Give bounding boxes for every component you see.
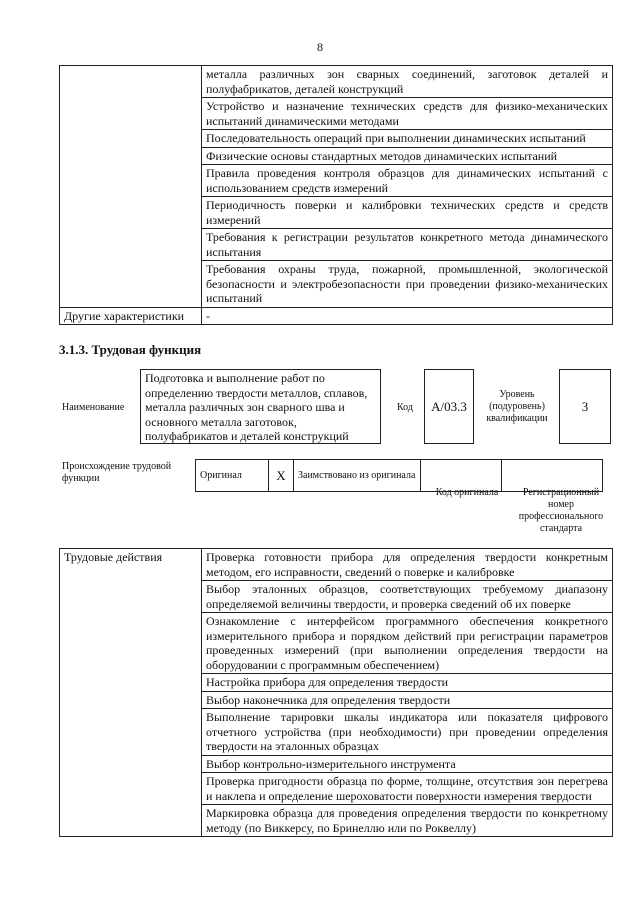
table-cell: Выбор контрольно-измерительного инструмента (202, 755, 613, 773)
knowledge-table (59, 65, 613, 325)
qualification-level-value: 3 (559, 369, 611, 444)
function-code-value: А/03.3 (424, 369, 474, 444)
section-title: 3.1.3. Трудовая функция (59, 342, 202, 357)
empty-label-cell (60, 66, 202, 308)
other-characteristics-label: Другие характеристики (60, 307, 202, 325)
name-label: Наименование (62, 402, 125, 413)
table-cell: Периодичность поверки и калибровки технических средств и средств измерений (202, 197, 613, 229)
table-cell: Проверка готовности прибора для определения твердости конкретным методом, его исправности, сведений о поверке и калибровке (202, 549, 613, 581)
registration-number-caption: Регистрационный номер профессионального стандарта (518, 487, 604, 534)
labor-actions-label: Трудовые действия (60, 549, 202, 837)
table-cell: металла различных зон сварных соединений, заготовок деталей и полуфабрикатов, деталей конструкций (202, 66, 613, 98)
table-cell: Выбор эталонных образцов, соответствующих требуемому диапазону определяемой величины твердости, и проверка сведений об их поверке (202, 581, 613, 613)
table-row (60, 549, 613, 581)
other-characteristics-value: - (202, 307, 613, 325)
table-cell: Настройка прибора для определения твердости (202, 674, 613, 692)
table-cell: Проверка пригодности образца по форме, толщине, отсутствия зон перегрева и наклепа и определение шероховатости поверхности измерения твердости (202, 773, 613, 805)
table-cell: Требования охраны труда, пожарной, промышленной, экологической безопасности и электробезопасности при проведении физико-механических испытаний (202, 261, 613, 308)
table-cell: Выбор наконечника для определения твердости (202, 691, 613, 709)
original-label: Оригинал (196, 460, 269, 492)
level-label: Уровень (подуровень) квалификации (486, 389, 548, 424)
table-cell: Маркировка образца для проведения определения твердости по конкретному методу (по Виккерсу, по Бринеллю или по Роквеллу) (202, 805, 613, 837)
table-cell: Требования к регистрации результатов конкретного метода динамического испытания (202, 229, 613, 261)
table-row (60, 66, 613, 98)
table-cell: Последовательность операций при выполнении динамических испытаний (202, 130, 613, 148)
table-cell: Физические основы стандартных методов динамических испытаний (202, 147, 613, 165)
table-row (60, 307, 613, 325)
table-cell: Выполнение тарировки шкалы индикатора или показателя цифрового отчетного устройства (при необходимости) при проведении определения твердости на эталонных образцах (202, 709, 613, 756)
function-name-value: Подготовка и выполнение работ по определению твердости металлов, сплавов, металла различных зон сварного шва и основного металла заготовок, полуфабрикатов и деталей конструкций (140, 369, 381, 444)
table-cell: Правила проведения контроля образцов для динамических испытаний с использованием средств измерений (202, 165, 613, 197)
origin-label: Происхождение трудовой функции (62, 461, 172, 484)
borrowed-label: Заимствовано из оригинала (294, 460, 421, 492)
page-number: 8 (317, 40, 323, 54)
original-mark: Х (269, 460, 294, 492)
labor-actions-table (59, 548, 613, 837)
table-cell: Устройство и назначение технических средств для физико-механических испытаний динамическими методами (202, 98, 613, 130)
table-cell: Ознакомление с интерфейсом программного обеспечения конкретного измерительного прибора и порядком действий при регистрации параметров проведенных измерений (при выполнении определения твердости на оборудовании с программным обеспечением) (202, 613, 613, 674)
code-label: Код (397, 402, 413, 413)
original-code-caption: Код оригинала (435, 487, 499, 498)
